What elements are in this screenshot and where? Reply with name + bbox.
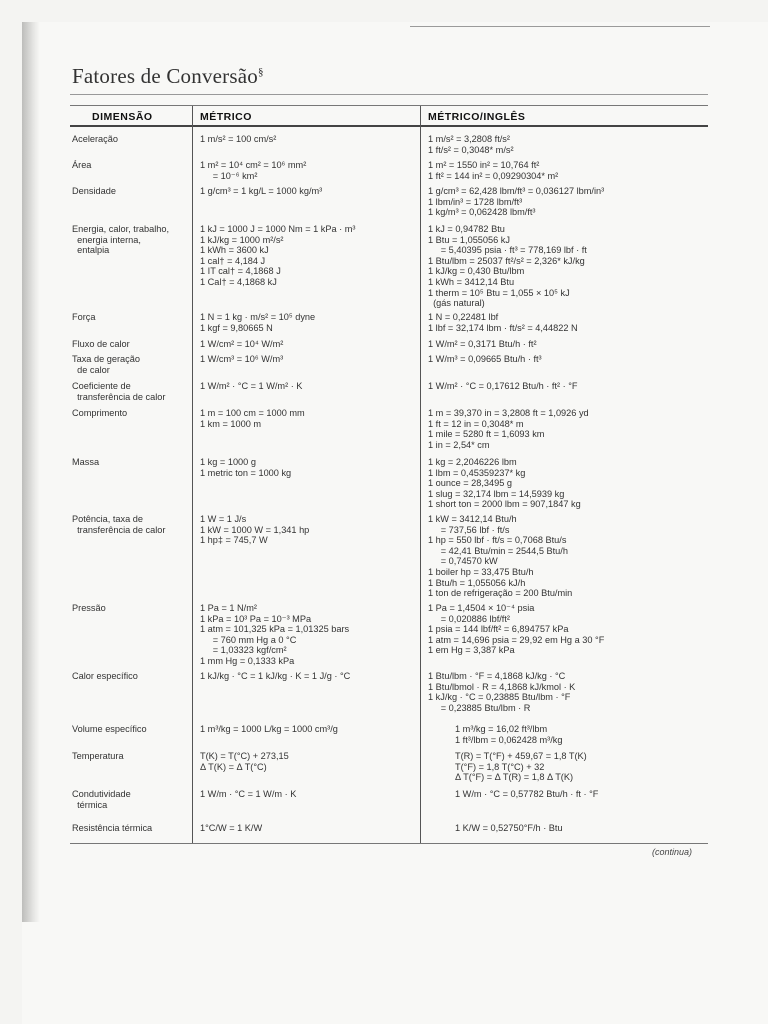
dimension-line: transferência de calor [72, 391, 166, 402]
top-rule [410, 26, 710, 27]
english-line: 1 Pa = 1,4504 × 10⁻⁴ psia [428, 603, 535, 613]
english-line: 1 W/m² = 0,3171 Btu/h · ft² [428, 339, 537, 349]
english-line: = 5,40395 psia · ft³ = 778,169 lbf · ft [428, 245, 587, 256]
english-line: 1 g/cm³ = 62,428 lbm/ft³ = 0,036127 lbm/in³ [428, 186, 605, 196]
dimension-line: Temperatura [72, 751, 124, 761]
english-line: 1 lbm/in³ = 1728 lbm/ft³ [428, 196, 523, 207]
english-line: 1 kg/m³ = 0,062428 lbm/ft³ [428, 207, 536, 218]
dimension-line: Condutividade [72, 789, 131, 799]
metric-cell [200, 381, 415, 392]
english-line: = 42,41 Btu/min = 2544,5 Btu/h [428, 545, 568, 556]
dimension-line: Volume específico [72, 724, 147, 734]
metric-line: 1 mm Hg = 0,1333 kPa [200, 655, 295, 666]
english-line: 1 W/m³ = 0,09665 Btu/h · ft³ [428, 354, 542, 364]
metric-line: 1 W/m² · °C = 1 W/m² · K [200, 381, 303, 391]
english-line: 1 N = 0,22481 lbf [428, 312, 499, 322]
metric-line: = 760 mm Hg a 0 °C [200, 634, 297, 645]
english-line: 1 kW = 3412,14 Btu/h [428, 514, 517, 524]
english-line: 1 in = 2,54* cm [428, 439, 490, 450]
header-top-rule [70, 105, 708, 106]
continued-note: (continua) [652, 847, 693, 857]
english-line: 1 kJ/kg · °C = 0,23885 Btu/lbm · °F [428, 692, 571, 703]
dimension-cell [72, 312, 192, 323]
english-line: 1 psia = 144 lbf/ft² = 6,894757 kPa [428, 624, 569, 635]
english-cell [428, 160, 708, 181]
metric-line: 1 km = 1000 m [200, 418, 262, 429]
metric-cell [200, 312, 415, 333]
english-cell [428, 457, 708, 510]
metric-cell [200, 514, 415, 546]
metric-line: T(K) = T(°C) + 273,15 [200, 751, 289, 761]
metric-line: 1 IT cal† = 4,1868 J [200, 266, 281, 277]
english-cell [455, 823, 735, 834]
metric-line: 1 atm = 101,325 kPa = 1,01325 bars [200, 624, 350, 635]
dimension-line: entalpia [72, 245, 110, 256]
dimension-cell [72, 671, 192, 682]
english-cell [428, 186, 708, 218]
english-line: 1 kWh = 3412,14 Btu [428, 276, 515, 287]
header-metric: MÉTRICO [200, 111, 252, 123]
title-divider [70, 94, 708, 95]
title-mark: § [257, 66, 264, 78]
english-cell [428, 312, 708, 333]
english-line: 1 lbm = 0,45359237* kg [428, 467, 526, 478]
metric-line: 1 m² = 10⁴ cm² = 10⁶ mm² [200, 160, 307, 170]
column-divider-1 [192, 106, 193, 843]
metric-cell [200, 789, 415, 800]
english-line: 1 em Hg = 3,387 kPa [428, 645, 515, 656]
dimension-line: Área [72, 160, 92, 170]
english-line: 1 ft³/lbm = 0,062428 m³/kg [455, 734, 563, 745]
english-line: 1 kJ = 0,94782 Btu [428, 224, 505, 234]
metric-line: 1 hp‡ = 745,7 W [200, 535, 268, 546]
dimension-cell [72, 134, 192, 145]
header-dimension: DIMENSÃO [92, 111, 153, 123]
english-line: 1 Btu = 1,055056 kJ [428, 234, 510, 245]
english-cell [428, 603, 708, 656]
metric-line: 1 W/cm³ = 10⁶ W/m³ [200, 354, 284, 364]
english-line: 1 therm = 10⁵ Btu = 1,055 × 10⁵ kJ [428, 287, 570, 298]
english-line: 1 kg = 2,2046226 lbm [428, 457, 517, 467]
dimension-line: transferência de calor [72, 524, 166, 535]
table-bottom-rule [70, 843, 708, 844]
metric-line: 1 W = 1 J/s [200, 514, 247, 524]
dimension-line: de calor [72, 364, 110, 375]
dimension-line: Coeficiente de [72, 381, 131, 391]
english-line: 1 mile = 5280 ft = 1,6093 km [428, 429, 545, 440]
dimension-line: Força [72, 312, 96, 322]
dimension-cell [72, 603, 192, 614]
english-line: = 0,74570 kW [428, 556, 498, 567]
english-line: 1 K/W = 0,52750°F/h · Btu [455, 823, 563, 833]
english-line: 1 ft = 12 in = 0,3048* m [428, 418, 524, 429]
english-line: = 0,23885 Btu/lbm · R [428, 702, 531, 713]
english-line: 1 ft² = 144 in² = 0,09290304* m² [428, 170, 559, 181]
metric-line: 1 m = 100 cm = 1000 mm [200, 408, 305, 418]
metric-line: 1 g/cm³ = 1 kg/L = 1000 kg/m³ [200, 186, 323, 196]
english-cell [455, 724, 735, 745]
metric-line: 1 kgf = 9,80665 N [200, 322, 273, 333]
metric-line: 1 W/m · °C = 1 W/m · K [200, 789, 297, 799]
dimension-line: energia interna, [72, 234, 141, 245]
english-line: T(°F) = 1,8 T(°C) + 32 [455, 761, 545, 772]
dimension-cell [72, 381, 192, 402]
english-line: = 0,020886 lbf/ft² [428, 613, 510, 624]
english-cell [455, 789, 735, 800]
english-line: 1 Btu/lbmol · R = 4,1868 kJ/kmol · K [428, 681, 576, 692]
english-line: 1 kJ/kg = 0,430 Btu/lbm [428, 266, 525, 277]
dimension-cell [72, 224, 192, 256]
english-line: 1 lbf = 32,174 lbm · ft/s² = 4,44822 N [428, 322, 578, 333]
english-cell [428, 671, 708, 713]
page-title: Fatores de Conversão§ [72, 64, 264, 88]
english-cell [455, 751, 735, 783]
metric-line: = 1,03323 kgf/cm² [200, 645, 287, 656]
english-line: 1 slug = 32,174 lbm = 14,5939 kg [428, 488, 565, 499]
metric-cell [200, 823, 415, 834]
metric-line: 1 m³/kg = 1000 L/kg = 1000 cm³/g [200, 724, 338, 734]
english-line: 1 hp = 550 lbf · ft/s = 0,7068 Btu/s [428, 535, 567, 546]
english-line: 1 short ton = 2000 lbm = 907,1847 kg [428, 499, 581, 510]
english-line: 1 W/m · °C = 0,57782 Btu/h · ft · °F [455, 789, 599, 799]
metric-cell [200, 457, 415, 478]
english-line: T(R) = T(°F) + 459,67 = 1,8 T(K) [455, 751, 587, 761]
scan-shadow [22, 22, 40, 922]
english-line: 1 Btu/h = 1,055056 kJ/h [428, 577, 526, 588]
metric-line: 1 kg = 1000 g [200, 457, 256, 467]
dimension-cell [72, 751, 192, 762]
metric-line: 1 kW = 1000 W = 1,341 hp [200, 524, 310, 535]
english-cell [428, 354, 708, 365]
metric-line: 1°C/W = 1 K/W [200, 823, 263, 833]
english-line: 1 Btu/lbm · °F = 4,1868 kJ/kg · °C [428, 671, 566, 681]
dimension-line: térmica [72, 799, 108, 810]
dimension-line: Aceleração [72, 134, 118, 144]
dimension-cell [72, 724, 192, 735]
dimension-line: Resistência térmica [72, 823, 153, 833]
english-line: 1 atm = 14,696 psia = 29,92 em Hg a 30 °F [428, 634, 605, 645]
dimension-line: Comprimento [72, 408, 128, 418]
english-cell [428, 408, 708, 450]
english-line: 1 m³/kg = 16,02 ft³/lbm [455, 724, 548, 734]
english-cell [428, 381, 708, 392]
metric-line: 1 kJ = 1000 J = 1000 Nm = 1 kPa · m³ [200, 224, 356, 234]
dimension-line: Energia, calor, trabalho, [72, 224, 170, 234]
english-cell [428, 134, 708, 155]
english-cell [428, 224, 708, 309]
metric-line: 1 Pa = 1 N/m² [200, 603, 257, 613]
metric-line: 1 m/s² = 100 cm/s² [200, 134, 277, 144]
english-line: 1 ft/s² = 0,3048* m/s² [428, 144, 514, 155]
metric-cell [200, 224, 415, 288]
dimension-line: Calor específico [72, 671, 138, 681]
dimension-line: Densidade [72, 186, 116, 196]
metric-line: 1 kJ/kg · °C = 1 kJ/kg · K = 1 J/g · °C [200, 671, 351, 681]
english-cell [428, 339, 708, 350]
metric-cell [200, 134, 415, 145]
dimension-line: Potência, taxa de [72, 514, 143, 524]
metric-line: Δ T(K) = Δ T(°C) [200, 761, 267, 772]
english-line: 1 m/s² = 3,2808 ft/s² [428, 134, 510, 144]
metric-cell [200, 671, 415, 682]
metric-cell [200, 186, 415, 197]
dimension-line: Pressão [72, 603, 106, 613]
metric-line: 1 metric ton = 1000 kg [200, 467, 292, 478]
dimension-line: Massa [72, 457, 100, 467]
metric-line: 1 N = 1 kg · m/s² = 10⁵ dyne [200, 312, 316, 322]
english-line: 1 ton de refrigeração = 200 Btu/min [428, 588, 573, 599]
dimension-cell [72, 408, 192, 419]
metric-line: 1 kPa = 10³ Pa = 10⁻³ MPa [200, 613, 312, 624]
english-line: 1 m² = 1550 in² = 10,764 ft² [428, 160, 540, 170]
english-line: 1 boiler hp = 33,475 Btu/h [428, 566, 534, 577]
header-bottom-rule [70, 125, 708, 127]
metric-cell [200, 603, 415, 667]
dimension-cell [72, 823, 192, 834]
dimension-cell [72, 354, 192, 375]
english-line: 1 W/m² · °C = 0,17612 Btu/h · ft² · °F [428, 381, 578, 391]
english-line: = 737,56 lbf · ft/s [428, 524, 510, 535]
dimension-cell [72, 339, 192, 350]
metric-cell [200, 751, 415, 772]
english-line: (gás natural) [428, 298, 485, 309]
dimension-cell [72, 514, 192, 535]
english-cell [428, 514, 708, 599]
dimension-cell [72, 186, 192, 197]
english-line: 1 m = 39,370 in = 3,2808 ft = 1,0926 yd [428, 408, 589, 418]
metric-cell [200, 724, 415, 735]
metric-line: = 10⁻⁶ km² [200, 170, 258, 181]
english-line: 1 Btu/lbm = 25037 ft²/s² = 2,326* kJ/kg [428, 255, 585, 266]
english-line: 1 ounce = 28,3495 g [428, 478, 513, 489]
english-line: Δ T(°F) = Δ T(R) = 1,8 Δ T(K) [455, 772, 574, 783]
metric-line: 1 kJ/kg = 1000 m²/s² [200, 234, 284, 245]
metric-cell [200, 354, 415, 365]
dimension-cell [72, 457, 192, 468]
dimension-line: Fluxo de calor [72, 339, 130, 349]
metric-line: 1 cal† = 4,184 J [200, 255, 266, 266]
metric-line: 1 Cal† = 4,1868 kJ [200, 276, 277, 287]
metric-cell [200, 160, 415, 181]
metric-cell [200, 339, 415, 350]
metric-line: 1 kWh = 3600 kJ [200, 245, 269, 256]
dimension-cell [72, 160, 192, 171]
metric-line: 1 W/cm² = 10⁴ W/m² [200, 339, 284, 349]
dimension-line: Taxa de geração [72, 354, 140, 364]
column-divider-2 [420, 106, 421, 843]
metric-cell [200, 408, 415, 429]
dimension-cell [72, 789, 192, 810]
header-metric-english: MÉTRICO/INGLÊS [428, 111, 526, 123]
